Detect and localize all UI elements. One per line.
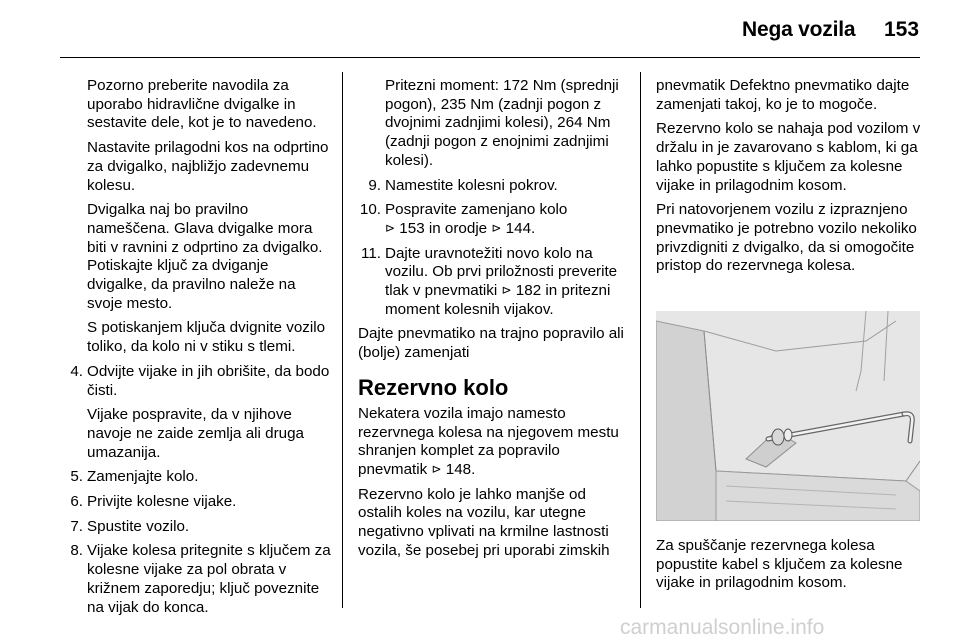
list-text-part: in pritezni moment kolesnih vijakov. [385, 282, 611, 318]
reference-arrow-icon: ⊳ [385, 220, 396, 235]
list-text-part: Pospravite zamenjano kolo [385, 201, 568, 219]
paragraph: Vijake pospravite, da v njihove navoje ne zaide zemlja ali druga umazanija. [87, 406, 304, 461]
list-text: Spustite vozilo. [87, 517, 190, 535]
paragraph: Dvigalka naj bo pravilno nameščena. Glava dvigalke mora biti v ravnini z odprtino za dvigalko. Potiskajte ključ za dviganje dvigalke, da pravilno naleže na svoje mesto. [87, 201, 323, 312]
section-heading: Rezervno kolo [358, 374, 509, 400]
list-item [60, 363, 332, 400]
list-text: Vijake kolesa pritegnite s ključem za kolesne vijake za pol obrata v križnem zaporedju; ključ poveznite na vijak do konca. [87, 542, 331, 616]
list-number: 8. [70, 542, 83, 560]
header-rule [60, 57, 920, 58]
paragraph: Pritezni moment: 172 Nm (sprednji pogon), 235 Nm (zadnji pogon z dvojnimi zadnjimi kolesi), 264 Nm (zadnji pogon z enojnimi zadnjimi kolesi). [385, 77, 619, 169]
list-text: Zamenjajte kolo. [87, 468, 199, 486]
list-item [358, 245, 626, 320]
list-number: 11. [361, 244, 381, 262]
paragraph: S potiskanjem ključa dvignite vozilo toliko, da kolo ni v stiku s tlemi. [87, 319, 326, 356]
page-ref-link[interactable]: 148. [445, 460, 476, 478]
reference-arrow-icon: ⊳ [431, 461, 442, 476]
page-number: 153 [884, 18, 920, 41]
column-divider-2 [640, 72, 641, 608]
paragraph: Pri natovorjenem vozilu z izpraznjeno pnevmatiko je potrebno vozilo nekoliko privzdigniti z dvigalko, da si omogočite pristop do rezervnega kolesa. [656, 201, 917, 275]
list-number: 9. [368, 176, 381, 194]
paragraph: Dajte pnevmatiko na trajno popravilo ali (bolje) zamenjati [358, 325, 624, 362]
list-item [60, 468, 332, 487]
list-number: 4. [70, 362, 83, 380]
page-ref-link[interactable]: 144. [505, 219, 536, 237]
list-item [60, 542, 332, 617]
list-text [385, 245, 626, 320]
list-item [358, 177, 626, 196]
paragraph [358, 405, 626, 480]
list-text: Privijte kolesne vijake. [87, 493, 237, 511]
list-item [358, 201, 626, 238]
column-1 [60, 77, 332, 623]
reference-arrow-icon: ⊳ [491, 220, 502, 235]
paragraph-text: Nekatera vozila imajo namesto rezervnega kolesa na njegovem mestu shranjen komplet za popravilo pnevmatik [358, 404, 619, 478]
page-ref-link[interactable]: 153 [399, 219, 425, 237]
list-text [385, 201, 626, 238]
list-number: 5. [70, 468, 83, 486]
list-text-part: in orodje [428, 219, 488, 237]
column-3 [656, 77, 926, 282]
paragraph: pnevmatik Defektno pnevmatiko dajte zamenjati takoj, ko je to mogoče. [656, 77, 910, 113]
list-text-part: Dajte uravnotežiti novo kolo na vozilu. Ob prvi priložnosti preverite tlak v pnevmatiki [385, 244, 618, 300]
list-number: 7. [70, 517, 83, 535]
page-title: Nega vozila [742, 18, 856, 41]
list-item [60, 518, 332, 537]
paragraph: Rezervno kolo je lahko manjše od ostalih koles na vozilu, kar utegne negativno vplivati na krmilne lastnosti vozila, še posebej pri uporabi zimskih [358, 485, 610, 559]
list-text: Odvijte vijake in jih obrišite, da bodo čisti. [87, 362, 330, 399]
figure-caption: Za spuščanje rezervnega kolesa popustite kabel s ključem za kolesne vijake in prilagodnim kosom. [656, 537, 903, 592]
list-number: 10. [359, 201, 381, 219]
reference-arrow-icon: ⊳ [501, 283, 512, 298]
spare-wheel-drawing [656, 311, 920, 521]
paragraph: Nastavite prilagodni kos na odprtino za dvigalko, najbližjo zadevnemu kolesu. [87, 139, 329, 194]
paragraph: Rezervno kolo se nahaja pod vozilom v držalu in je zavarovano s kablom, ki ga lahko popustite s ključem za kolesne vijake in prilagodnim kosom. [656, 120, 921, 194]
watermark: carmanualsonline.info [620, 616, 825, 639]
list-text: Namestite kolesni pokrov. [385, 176, 558, 194]
column-2 [358, 77, 626, 566]
paragraph: Pozorno preberite navodila za uporabo hidravlične dvigalke in sestavite dele, kot je to navedeno. [87, 77, 317, 132]
page-ref-link[interactable]: 182 [515, 282, 542, 300]
column-divider-1 [342, 72, 343, 608]
spare-wheel-illustration [656, 311, 920, 521]
list-number: 6. [70, 493, 83, 511]
list-item [60, 493, 332, 512]
